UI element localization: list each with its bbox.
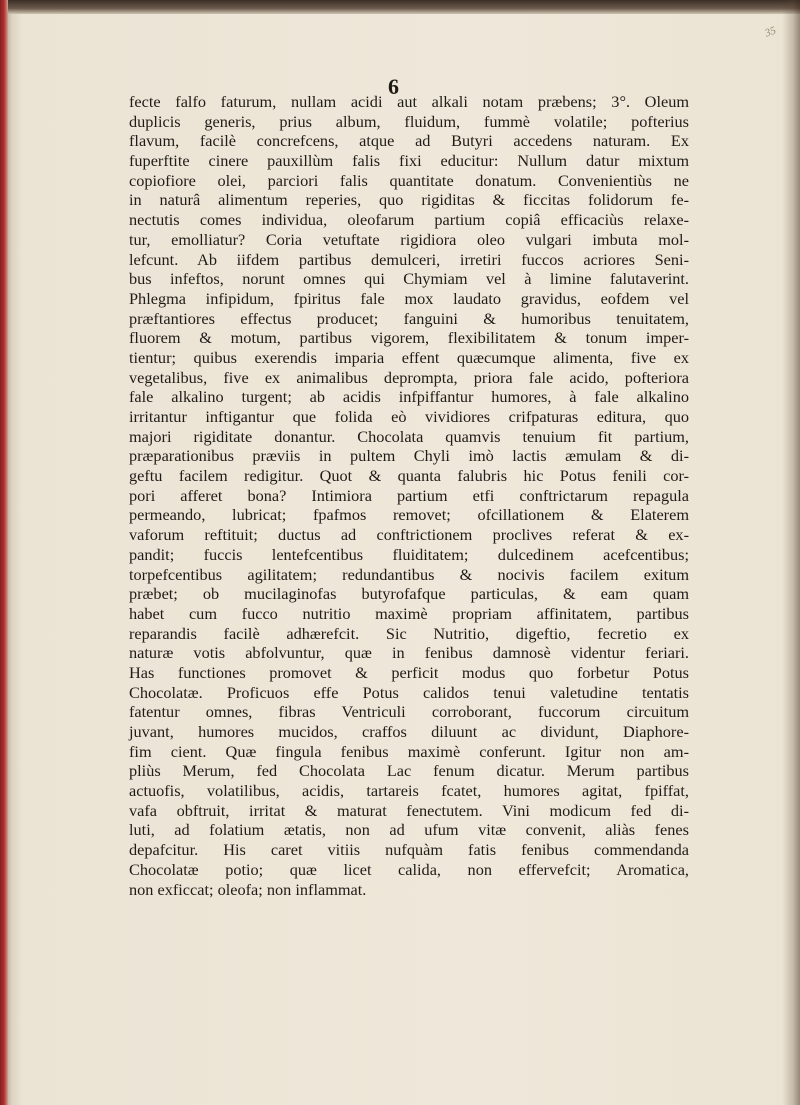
text-line: fecte falfo faturum, nullam acidi aut alkali notam præbens; 3°. Oleum	[129, 92, 689, 111]
text-line: fale alkalino turgent; ab acidis infpiffantur humores, à fale alkalino	[129, 387, 689, 407]
page-number: 6	[388, 74, 399, 99]
text-line: fluorem & motum, partibus vigorem, flexibilitatem & tonum imper-	[129, 328, 689, 348]
text-line: Chocolatæ. Proficuos effe Potus calidos tenui valetudine tentatis	[129, 682, 689, 702]
text-line: bus infeftos, norunt omnes qui Chymiam vel à limine falutaverint.	[129, 269, 689, 289]
text-line: irritantur inftigantur que folida eò vividiores crifpaturas editura, quo	[129, 407, 689, 426]
text-line: pandit; fuccis lentefcentibus fluiditatem; dulcedinem acefcentibus;	[129, 544, 689, 564]
text-line: tur, emolliatur? Coria vetuftate rigidiora oleo vulgari imbuta mol-	[129, 229, 689, 249]
text-line: habet cum fucco nutritio maximè propriam affinitatem, partibus	[129, 603, 689, 623]
text-line: nectutis comes individua, oleofarum partium copiâ efficaciùs relaxe-	[129, 210, 689, 230]
text-line: Chocolatæ potio; quæ licet calida, non effervefcit; Aromatica,	[129, 859, 689, 879]
text-line: præbet; ob mucilaginofas butyrofafque particulas, & eam quam	[129, 584, 689, 604]
text-line: luti, ad folatium ætatis, non ad ufum vitæ convenit, aliàs fenes	[129, 820, 689, 840]
text-line: flavum, facilè concrefcens, atque ad Butyri accedens naturam. Ex	[129, 131, 689, 151]
text-line: reparandis facilè adhærefcit. Sic Nutritio, digeftio, fecretio ex	[129, 623, 689, 643]
corner-annotation: 35	[763, 24, 778, 40]
text-line: Phlegma infipidum, fpiritus fale mox laudato gravidus, eofdem vel	[129, 288, 689, 308]
text-line: vaforum reftituit; ductus ad conftrictionem proclives referat & ex-	[129, 525, 689, 545]
text-line: permeando, lubricat; fpafmos removet; ofcillationem & Elaterem	[129, 505, 689, 525]
text-line: depafcitur. His caret vitiis nufquàm fatis fenibus commendanda	[129, 840, 689, 860]
text-line: lefcunt. Ab iifdem partibus demulceri, irretiri fuccos acriores Seni-	[129, 249, 689, 269]
book-spine-edge	[0, 0, 8, 1105]
text-line: majori rigiditate donantur. Chocolata quamvis tenuium fit partium,	[129, 426, 689, 446]
text-line: tientur; quibus exerendis imparia effent quæcumque alimenta, five ex	[129, 347, 689, 367]
text-line: præparationibus præviis in pultem Chyli imò lactis æmulam & di-	[129, 446, 689, 466]
text-line: juvant, humores mucidos, craffos diluunt ac dividunt, Diaphore-	[129, 722, 689, 741]
text-line: præftantiores effectus producet; fanguini & humoribus tenuitatem,	[129, 308, 689, 328]
text-line: geftu facilem redigitur. Quot & quanta falubris hic Potus fenili cor-	[129, 466, 689, 486]
text-line: pori afferet bona? Intimiora partium etfi conftrictarum repagula	[129, 485, 689, 505]
text-line: Has functiones promovet & perficit modus quo forbetur Potus	[129, 662, 689, 682]
text-line: duplicis generis, prius album, fluidum, fummè volatile; pofterius	[129, 111, 689, 131]
text-line: fatentur omnes, fibras Ventriculi corroborant, fuccorum circuitum	[129, 702, 689, 722]
page-right-edge	[782, 0, 800, 1105]
page-top-shadow	[0, 0, 800, 14]
text-line: pliùs Merum, fed Chocolata Lac fenum dicatur. Merum partibus	[129, 761, 689, 781]
text-line: vafa obftruit, irritat & maturat fenectutem. Vini modicum fed di-	[129, 800, 689, 820]
text-line: fuperftite cinere pauxillùm falis fixi educitur: Nullum datur mixtum	[129, 151, 689, 171]
text-line: naturæ votis abfolvuntur, quæ in fenibus damnosè videntur feriari.	[129, 643, 689, 663]
text-line: actuofis, volatilibus, acidis, tartareis fcatet, humores agitat, fpiffat,	[129, 781, 689, 801]
text-line: fim cient. Quæ fingula fenibus maximè conferunt. Igitur non am-	[129, 741, 689, 761]
body-text	[129, 92, 689, 899]
text-line: vegetalibus, five ex animalibus deprompta, priora fale acido, pofteriora	[129, 367, 689, 387]
text-line: torpefcentibus agilitatem; redundantibus & nocivis facilem exitum	[129, 564, 689, 584]
text-line: copiofiore olei, parciori falis quantitate donatum. Convenientiùs ne	[129, 170, 689, 190]
text-line: in naturâ alimentum reperies, quo rigiditas & ficcitas folidorum fe-	[129, 190, 689, 210]
text-line: non exficcat; oleofa; non inflammat.	[129, 879, 367, 899]
